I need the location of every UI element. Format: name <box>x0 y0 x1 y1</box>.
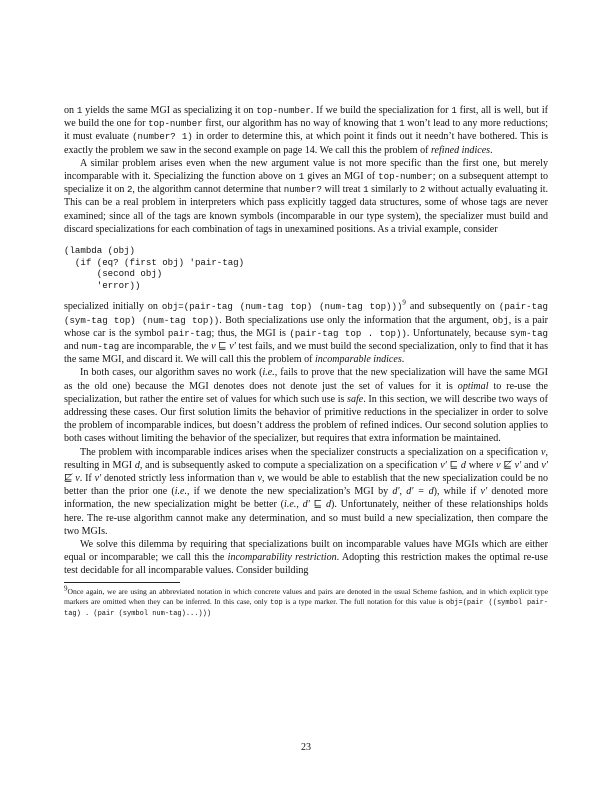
footnote-9: $^9$Once again, we are using an abbreviated notation in which concrete values and pairs are denoted in the usual Scheme fashion, and in which explicit type markers are omitted when they can be inferred. In this case, only top is a type marker. The full notation for this value is obj=(pair ((symbol pair-tag) . (pair (symbol num-tag)...))) <box>64 584 548 619</box>
code-block: (lambda (obj) (if (eq? (first obj) 'pair-tag) (second obj) 'error)) <box>64 245 245 291</box>
paragraph-1: on 1 yields the same MGI as specializing it on top-number. If we build the specialization for 1 first, all is well, but if we build the one for top-number first, our algorithm has no way of knowing that 1 won’t lead to any more reductions; it must evaluate (number? 1) in order to determine this, at which point it finds out it needn’t have bothered. This is exactly the problem we saw in the second example on page 14. We call this the problem of refined indices. <box>64 105 549 156</box>
paragraph-4: In both cases, our algorithm saves no work (i.e., fails to prove that the new specialization will have the same MGI as the old one) because the MGI denotes does not denote just the set of values for it is optimal to re-use the specialization, but rather the entire set of values for which such use is safe. In this section, we will describe two ways of addressing these cases. Our first solution limits the behavior of primitive reductions in the specializer in order to solve the problem of incomparable indices, but doesn’t address the problem of refined indices. Our second solution applies to both cases without limiting the behavior of the specializer, but requires that extra information be maintained. <box>64 367 549 445</box>
paragraph-2: A similar problem arises even when the new argument value is not more specific than the first one, but merely incomparable with it. Specializing the function above on 1 gives an MGI of top-number; on a subsequent attempt to specialize it on 2, the algorithm cannot determine that number? will treat 1 similarly to 2 without actually evaluating it. This can be a real problem in interpreters which pass explicitly tagged data structures, some of whose tags are never examined; since all of the tags are known symbols (incomparable in our type system), the specializer must build and discard specializations for each combination of tags in unexamined positions. As a trivial example, consider <box>64 157 549 235</box>
paragraph-6: We solve this dilemma by requiring that specializations built on incomparable values have MGIs which are either equal or incomparable; we call this the incomparability restriction. Adopting this restriction makes the optimal re-use test decidable for all incomparable values. Consider building <box>64 539 549 577</box>
page-body <box>64 104 548 619</box>
footnote-marker: 9 <box>402 299 406 308</box>
paragraph-3: specialized initially on obj=(pair-tag (num-tag top) (num-tag top)))$^9$ and subsequently on (pair-tag (sym-tag top) (num-tag top)). Both specializations use only the information that the argument, obj, is a pair whose car is the symbol pair-tag; thus, the MGI is (pair-tag top . top)). Unfortunately, because sym-tag and num-tag are incomparable, the v ⊑ v′ test fails, and we must build the second specialization, only to find that it has the same MGI, and discard it. We will call this the problem of incomparable indices. <box>64 299 549 366</box>
page-number: 23 <box>301 742 311 753</box>
footnote-rule <box>64 582 180 583</box>
paragraph-5: The problem with incomparable indices arises when the specializer constructs a specialization on a specification v, resulting in MGI d, and is subsequently asked to compute a specialization on a specification v′ ⊑ d where v ⋢ v′ and v′ ⋢ v. If v′ denoted strictly less information than v, we would be able to establish that the new specialization could be no better than the prior one (i.e., if we denote the new specialization’s MGI by d′, d′ = d), while if v′ denoted more information, the new specialization might be better (i.e., d′ ⊑ d). Unfortunately, neither of these relationships holds here. The re-use algorithm cannot make any determination, and so must build a new specialization, then compare the two MGIs. <box>64 446 548 537</box>
